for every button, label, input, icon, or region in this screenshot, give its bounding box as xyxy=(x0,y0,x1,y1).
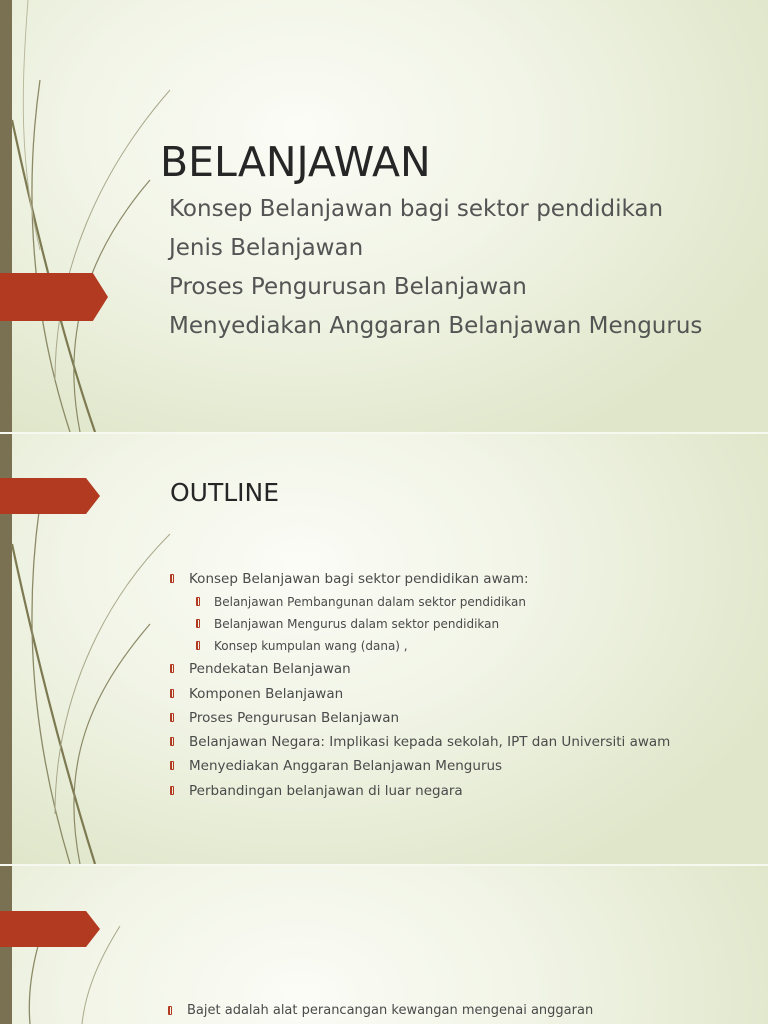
red-arrow-marker xyxy=(0,273,108,321)
topic-item: Proses Pengurusan Belanjawan xyxy=(169,274,527,300)
outline-subitem: Belanjawan Pembangunan dalam sektor pendidikan xyxy=(196,591,670,613)
bullet-icon xyxy=(170,574,174,583)
slide-3 xyxy=(0,866,768,1024)
slide-1 xyxy=(0,0,768,432)
bullet-icon xyxy=(170,786,174,795)
red-arrow-marker xyxy=(0,478,100,514)
bullet-icon xyxy=(196,641,200,650)
red-arrow-marker xyxy=(0,911,100,947)
outline-item: Belanjawan Negara: Implikasi kepada sekolah, IPT dan Universiti awam xyxy=(170,730,670,754)
topic-item: Konsep Belanjawan bagi sektor pendidikan xyxy=(169,196,664,222)
outline-item: Konsep Belanjawan bagi sektor pendidikan awam: xyxy=(170,567,670,591)
outline-item: Proses Pengurusan Belanjawan xyxy=(170,706,670,730)
topic-list xyxy=(169,194,749,350)
slide-2 xyxy=(0,434,768,864)
topic-item: Jenis Belanjawan xyxy=(169,235,364,261)
bullet-icon xyxy=(168,1006,172,1015)
bullet-icon xyxy=(170,664,174,673)
bullet-icon xyxy=(196,619,200,628)
bullet-icon xyxy=(170,689,174,698)
topic-item: Menyediakan Anggaran Belanjawan Mengurus xyxy=(169,313,703,339)
outline-item: Pendekatan Belanjawan xyxy=(170,657,670,681)
outline-list xyxy=(170,567,670,803)
outline-subitem: Belanjawan Mengurus dalam sektor pendidikan xyxy=(196,613,670,635)
outline-item: Perbandingan belanjawan di luar negara xyxy=(170,779,670,803)
content-list xyxy=(168,999,593,1023)
outline-subitem: Konsep kumpulan wang (dana) , xyxy=(196,635,670,657)
bullet-icon xyxy=(170,713,174,722)
bullet-icon xyxy=(170,737,174,746)
bullet-icon xyxy=(170,761,174,770)
slide-title: BELANJAWAN xyxy=(160,138,431,186)
outline-item: Komponen Belanjawan xyxy=(170,682,670,706)
bullet-icon xyxy=(196,597,200,606)
slide-title: OUTLINE xyxy=(170,478,280,507)
content-item: Bajet adalah alat perancangan kewangan mengenai anggaran xyxy=(168,999,593,1023)
outline-item: Menyediakan Anggaran Belanjawan Mengurus xyxy=(170,754,670,778)
